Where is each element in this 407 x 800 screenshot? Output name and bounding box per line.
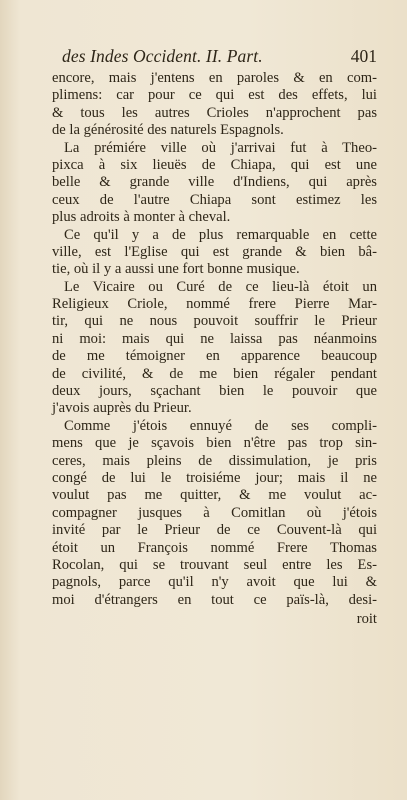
text-line: mens que je sçavois bien n'être pas trop sin-	[52, 435, 377, 452]
text-line: pixca à six lieuës de Chiapa, qui est une	[52, 156, 377, 173]
text-line: La prémiére ville où j'arrivai fut à Theo-	[64, 139, 377, 156]
text-line: & tous les autres Crioles n'approchent pas	[52, 104, 377, 121]
text-line: congé de lui le troisiéme jour; mais il ne	[52, 469, 377, 486]
text-line: belle & grande ville d'Indiens, qui après	[52, 174, 377, 191]
text-line: plus adroits à monter à cheval.	[52, 209, 231, 226]
text-line: deux jours, sçachant bien le pouvoir que	[52, 383, 377, 400]
text-line: plimens: car pour ce qui est des effets, lui	[52, 87, 377, 104]
text-line: invité par le Prieur de ce Couvent-là qui	[52, 522, 377, 539]
text-line: étoit un François nommé Frere Thomas	[52, 539, 377, 556]
text-line: de la générosité des naturels Espagnols.	[52, 122, 284, 139]
text-line: de me témoigner en apparence beaucoup	[52, 348, 377, 365]
text-line: ville, est l'Eglise qui est grande & bien bâ-	[52, 243, 377, 260]
text-line: Religieux Criole, nommé frere Pierre Mar-	[52, 296, 377, 313]
text-line: moi d'étrangers en tout ce païs-là, desi-	[52, 591, 377, 608]
text-line: pagnols, parce qu'il n'y avoit que lui &	[52, 574, 377, 591]
text-line: ceres, mais pleins de dissimulation, je pris	[52, 452, 377, 469]
text-line: tie, où il y a aussi une fort bonne musique.	[52, 261, 300, 278]
text-line: voulut pas me quitter, & me voulut ac-	[52, 487, 377, 504]
text-line: Rocolan, qui se trouvant seul entre les Es-	[52, 556, 377, 573]
text-line: ceux de l'autre Chiapa sont estimez les	[52, 191, 377, 208]
text-line: compagner jusques à Comitlan où j'étois	[52, 504, 377, 521]
text-line: Le Vicaire ou Curé de ce lieu-là étoit un	[64, 278, 377, 295]
text-line: encore, mais j'entens en paroles & en com-	[52, 70, 377, 86]
catchword: roit	[356, 611, 377, 627]
running-head: des Indes Occident. II. Part.	[62, 46, 263, 66]
page-header	[52, 46, 377, 68]
text-line: de civilité, & de me bien régaler pendant	[52, 365, 377, 382]
text-line: ni moi: mais qui ne laissa pas néanmoins	[52, 330, 377, 347]
text-line: tir, qui ne nous pouvoit souffrir le Prieur	[52, 313, 377, 330]
text-line: Comme j'étois ennuyé de ses compli-	[64, 417, 377, 434]
text-line: Ce qu'il y a de plus remarquable en cette	[64, 226, 377, 243]
body-text	[52, 70, 377, 609]
text-line: j'avois auprès du Prieur.	[52, 400, 192, 417]
page-number: 401	[350, 46, 377, 66]
